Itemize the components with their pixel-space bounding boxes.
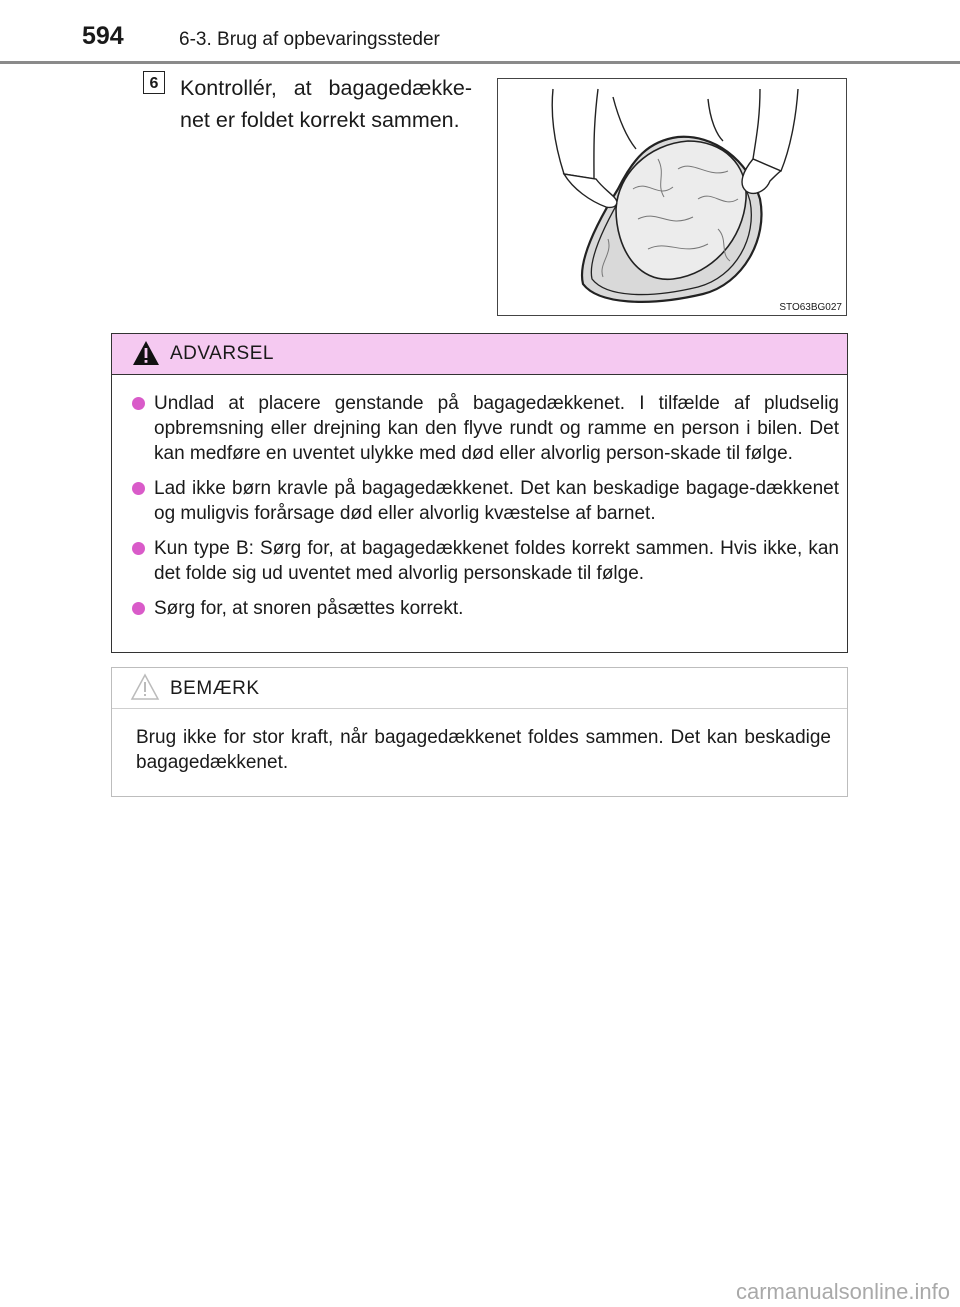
warning-box (111, 333, 848, 653)
header-divider (0, 61, 960, 64)
bullet-icon (132, 482, 145, 495)
warning-list (112, 375, 847, 621)
hands-folding-cover-drawing (498, 79, 847, 316)
bullet-icon (132, 602, 145, 615)
warning-item: Undlad at placere genstande på bagagedækkenet. I tilfælde af pludselig opbremsning eller drejning kan den flyve rundt og ramme en person i bilen. Det kan medføre en uventet ulykke med død eller alvorlig person-skade til følge. (132, 391, 839, 466)
bullet-icon (132, 397, 145, 410)
page-number: 594 (82, 22, 124, 50)
bullet-icon (132, 542, 145, 555)
step-number-badge: 6 (143, 71, 165, 94)
notice-header (112, 668, 847, 709)
section-title: 6-3. Brug af opbevaringssteder (179, 29, 440, 50)
caution-triangle-outline-icon (130, 673, 160, 706)
warning-item: Sørg for, at snoren påsættes korrekt. (132, 596, 839, 621)
notice-text: Brug ikke for stor kraft, når bagagedækkenet foldes sammen. Det kan beskadige bagagedækkenet. (136, 727, 831, 773)
warning-header (112, 334, 847, 375)
notice-title: BEMÆRK (170, 678, 260, 699)
warning-title: ADVARSEL (170, 343, 274, 364)
warning-triangle-icon (132, 340, 160, 371)
step-instruction: Kontrollér, at bagagedække-net er foldet korrekt sammen. (180, 76, 472, 132)
notice-box (111, 667, 848, 797)
figure-code: STO63BG027 (779, 302, 842, 313)
illustration-folded-cover (497, 78, 847, 316)
warning-item: Lad ikke børn kravle på bagagedækkenet. Det kan beskadige bagage-dækkenet og muligvis forårsage død eller alvorlig kvæstelse af barnet. (132, 476, 839, 526)
page-header (0, 0, 960, 70)
watermark: carmanualsonline.info (735, 1279, 950, 1304)
warning-item: Kun type B: Sørg for, at bagagedækkenet foldes korrekt sammen. Hvis ikke, kan det folde sig ud uventet med alvorlig personskade til følge. (132, 536, 839, 586)
